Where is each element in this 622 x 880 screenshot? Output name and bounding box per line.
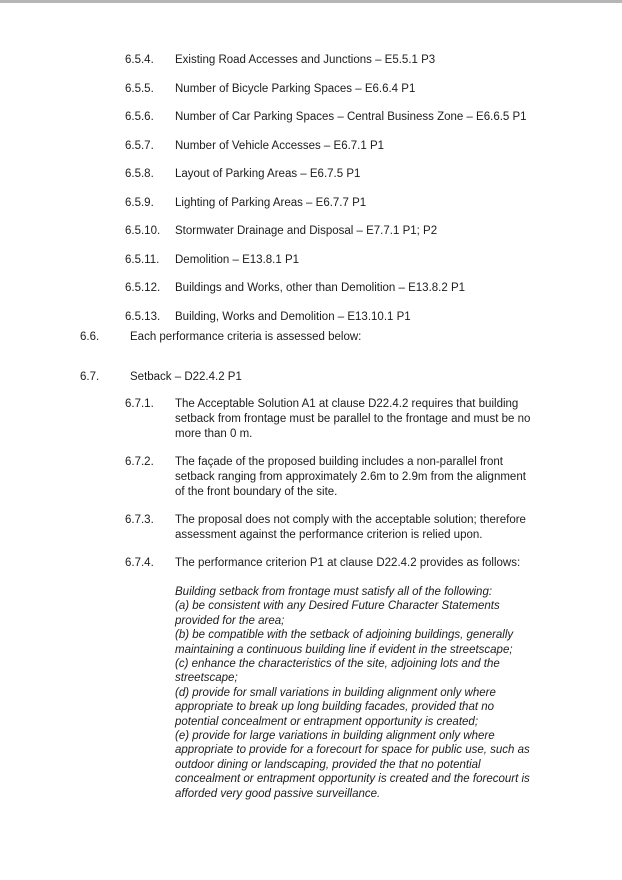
item-number: 6.5.9.: [125, 196, 154, 209]
quote-line: (c) enhance the characteristics of the site, adjoining lots and the: [175, 658, 500, 671]
paragraph-line: assessment against the performance criterion is relied upon.: [175, 529, 483, 541]
item-6-5-10: [0, 224, 622, 239]
item-text: Each performance criteria is assessed below:: [130, 331, 362, 343]
quote-line: (d) provide for small variations in building alignment only where: [175, 686, 496, 699]
item-number: 6.7.3.: [125, 514, 154, 526]
paragraph: [175, 397, 530, 442]
item-text: Stormwater Drainage and Disposal – E7.7.1 P1; P2: [175, 225, 438, 237]
item-6-5-4: [0, 53, 622, 68]
quote-line: (e) provide for large variations in building alignment only where: [175, 730, 495, 743]
item-number: 6.5.10.: [125, 225, 161, 237]
quote-line: (a) be consistent with any Desired Future Character Statements: [175, 600, 500, 613]
item-6-5-12: [0, 281, 622, 296]
item-number: 6.7.4.: [125, 557, 154, 569]
item-6-7-4: [0, 556, 622, 571]
item-6-5-5: [0, 82, 622, 97]
item-6-5-6: [0, 110, 622, 125]
quote-line: outdoor dining or landscaping, provided the that no potential: [175, 758, 481, 771]
item-text: Buildings and Works, other than Demolition – E13.8.2 P1: [175, 282, 466, 294]
item-number: 6.5.12.: [125, 282, 161, 294]
item-6-7: [0, 370, 622, 385]
item-number: 6.7.1.: [125, 398, 154, 410]
paragraph: [175, 513, 526, 543]
item-number: 6.7.: [80, 371, 100, 383]
item-number: 6.6.: [80, 331, 100, 343]
quoted-criterion-block: [175, 585, 622, 801]
document-content: [0, 3, 622, 801]
item-6-5-13: [0, 310, 622, 325]
item-number: 6.5.8.: [125, 168, 154, 180]
item-6-7-3: [0, 513, 622, 543]
item-text: Number of Bicycle Parking Spaces – E6.6.4 P1: [175, 82, 416, 95]
quote-line: concealment or entrapment opportunity is created and the forecourt is: [175, 773, 530, 786]
paragraph-line: more than 0 m.: [175, 428, 253, 440]
item-text: Number of Vehicle Accesses – E6.7.1 P1: [175, 139, 385, 152]
quote-line: Building setback from frontage must satisfy all of the following:: [175, 586, 493, 598]
item-6-5-8: [0, 167, 622, 182]
item-text: Number of Car Parking Spaces – Central Business Zone – E6.6.5 P1: [175, 111, 527, 123]
item-6-7-2: [0, 455, 622, 500]
item-number: 6.5.6.: [125, 111, 154, 123]
quote-line: maintaining a continuous building line if evident in the streetscape;: [175, 643, 513, 656]
item-6-5-7: [0, 139, 622, 154]
item-number: 6.5.5.: [125, 82, 154, 95]
quote-line: appropriate to provide for a forecourt for space for public use, such as: [175, 744, 530, 757]
quote-line: appropriate to break up long building facades, provided that no: [175, 701, 495, 714]
item-text: Demolition – E13.8.1 P1: [175, 253, 300, 266]
item-6-5-11: [0, 253, 622, 268]
quote-line: afforded very good passive surveillance.: [175, 787, 381, 800]
item-text: Lighting of Parking Areas – E6.7.7 P1: [175, 196, 367, 209]
item-text: Layout of Parking Areas – E6.7.5 P1: [175, 168, 361, 180]
item-number: 6.5.11.: [125, 253, 160, 266]
item-text: Setback – D22.4.2 P1: [130, 371, 242, 383]
paragraph-line: setback ranging from approximately 2.6m to 2.9m from the alignment: [175, 471, 526, 483]
paragraph-line: setback from frontage must be parallel to the frontage and must be no: [175, 413, 531, 425]
item-text: Building, Works and Demolition – E13.10.1 P1: [175, 310, 411, 323]
item-number: 6.7.2.: [125, 456, 154, 468]
paragraph: [175, 556, 520, 571]
quote-line: potential concealment or entrapment opportunity is created;: [175, 715, 479, 728]
item-number: 6.5.13.: [125, 310, 161, 323]
item-number: 6.5.7.: [125, 139, 154, 152]
quote-line: provided for the area;: [175, 614, 285, 627]
paragraph-line: The façade of the proposed building includes a non-parallel front: [175, 456, 503, 468]
paragraph: [175, 455, 526, 500]
paragraph-line: of the front boundary of the site.: [175, 486, 338, 498]
quote-line: (b) be compatible with the setback of adjoining buildings, generally: [175, 629, 514, 642]
quote-line: streetscape;: [175, 672, 238, 685]
item-6-5-9: [0, 196, 622, 211]
item-6-6: [0, 330, 622, 345]
item-6-7-1: [0, 397, 622, 442]
paragraph-line: The proposal does not comply with the acceptable solution; therefore: [175, 514, 526, 526]
item-text: Existing Road Accesses and Junctions – E5.5.1 P3: [175, 54, 436, 66]
paragraph-line: The performance criterion P1 at clause D22.4.2 provides as follows:: [175, 557, 521, 569]
item-number: 6.5.4.: [125, 54, 154, 66]
paragraph-line: The Acceptable Solution A1 at clause D22.4.2 requires that building: [175, 398, 519, 410]
